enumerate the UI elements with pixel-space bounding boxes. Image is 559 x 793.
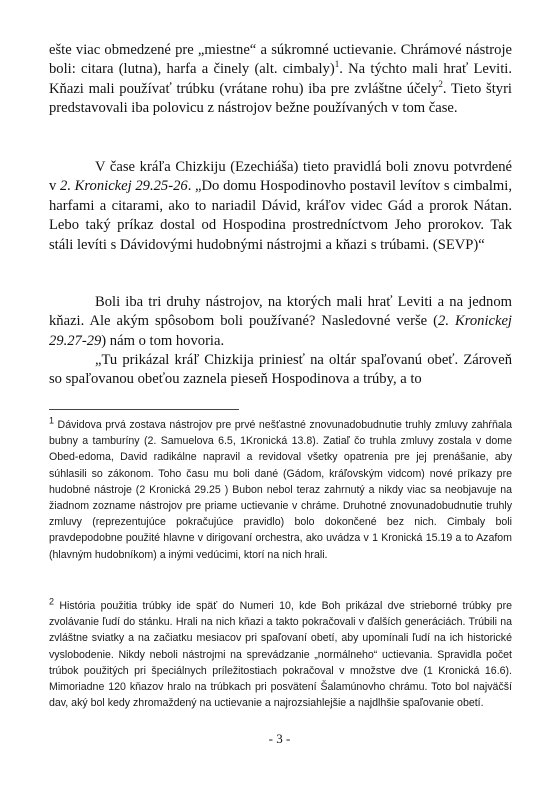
footnote-2 — [49, 598, 512, 711]
paragraph-text: „Tu prikázal kráľ Chizkija priniesť na oltár spaľovanú obeť. Zároveň so spaľovanou obeťou zaznela pieseň Hospodinova a trúby, a to — [49, 352, 512, 388]
paragraph-text: ešte viac obmedzené pre „miestne“ a súkromné uctievanie. Chrámové nástroje boli: citara (lutna), harfa a činely (alt. cimbaly) — [49, 42, 512, 78]
paragraph-text: V čase kráľa Chizkiju (Ezechiáša) tieto pravidlá boli znovu potvrdené v — [49, 159, 512, 195]
footnote-ref-1[interactable]: 1 — [334, 59, 340, 70]
paragraph-text: Boli iba tri druhy nástrojov, na ktorých mali hrať Leviti a na jednom kňazi. Ale akým spôsobom boli používané? Nasledovné verše ( — [49, 294, 512, 330]
body-paragraph-1 — [49, 41, 512, 119]
footnote-mark: 2 — [49, 596, 55, 607]
paragraph-text: . „Do domu Hospodinovho postavil levítov s cimbalmi, harfami a citarami, ako to nariadil Dávid, kráľov videc Gád a prorok Nátan. Lebo taký príkaz dostal od Hospodina prostredníctvom Jeho prorokov. Tak stáli levíti s Dávidovými hudobnými nástrojmi a kňazi s trúbami. (SEVP)“ — [49, 178, 512, 253]
paragraph-text: . Na týchto mali hrať Leviti. Kňazi mali používať trúbku (vrátane rohu) iba pre zvláštne účely — [49, 61, 512, 97]
scripture-reference: 2. Kronickej 29.25-26 — [60, 178, 188, 195]
body-paragraph-4 — [49, 351, 512, 390]
page-number: - 3 - — [268, 731, 291, 746]
footnote-text: História použitia trúbky ide späť do Numeri 10, kde Boh prikázal dve strieborné trúbky pre zvolávanie ľudí do stánku. Hrali na nich kňazi a takto pokračovali v ďalších generáciách. Trúbili na zvláštne sviatky a na začiatku mesiacov pri spaľovaní obetí, aby upomínali ľudí na ich historické vyslobodenie. Nikdy neboli nástrojmi na sprevádzanie „normálneho“ uctievania. Spravidla počet trúbok použitých pri špeciálnych príležitostiach pokračoval v množstve dve (1 Kronická 16.6). Mimoriadne 120 kňazov hralo na trúbkach pri posvätení Šalamúnovho chrámu. Toto bol najväčší dav, aký bol kedy zhromaždený na uctievanie a najrozsiahlejšie a najdlhšie spaľovanie obetí. — [49, 600, 512, 710]
footnote-1 — [49, 417, 512, 563]
paragraph-text: ) nám o tom hovoria. — [101, 332, 225, 349]
paragraph-text: . Tieto štyri predstavovali iba polovicu z nástrojov bežne používaných v tom čase. — [49, 80, 512, 117]
footnote-separator — [49, 409, 239, 410]
body-paragraph-2 — [49, 158, 512, 255]
scripture-reference: 2. Kronickej 29.27-29 — [49, 313, 512, 349]
footnote-mark: 1 — [49, 415, 55, 426]
body-paragraph-3 — [49, 293, 512, 351]
footnote-ref-2[interactable]: 2 — [438, 78, 443, 89]
footnote-text: Dávidova prvá zostava nástrojov pre prvé nešťastné znovunadobudnutie truhly zmluvy zahŕňala bubny a tamburíny (2. Samuelova 6.5, 1Kronická 13.8). Zatiaľ čo truhla zmluvy zostala v dome Obed-edoma, David radikálne napravil a revidoval všetky opatrenia pre jej prenášanie, aby súhlasili so zákonom. Toho času mu boli dané (Gádom, kráľovským vidcom) nové príkazy pre hudobné nástroje (2 Kronická 29.25 ) Bubon nebol teraz zahrnutý a nikdy viac sa neobjavuje na žiadnom zozname nástrojov pre priame uctievanie v chráme. Druhotné znovunadobudnutie truhly zmluvy (reprezentujúce pokračujúce pravidlo) bolo dokončené bez nich. Cimbaly boli pravdepodobne použité hlavne v dirigovaní orchestra, ako uvádza v 1 Kronická 15.19 a to Azafom (hlavným hudobníkom) a inými vedúcimi, ktorí na nich hrali. — [49, 419, 512, 561]
